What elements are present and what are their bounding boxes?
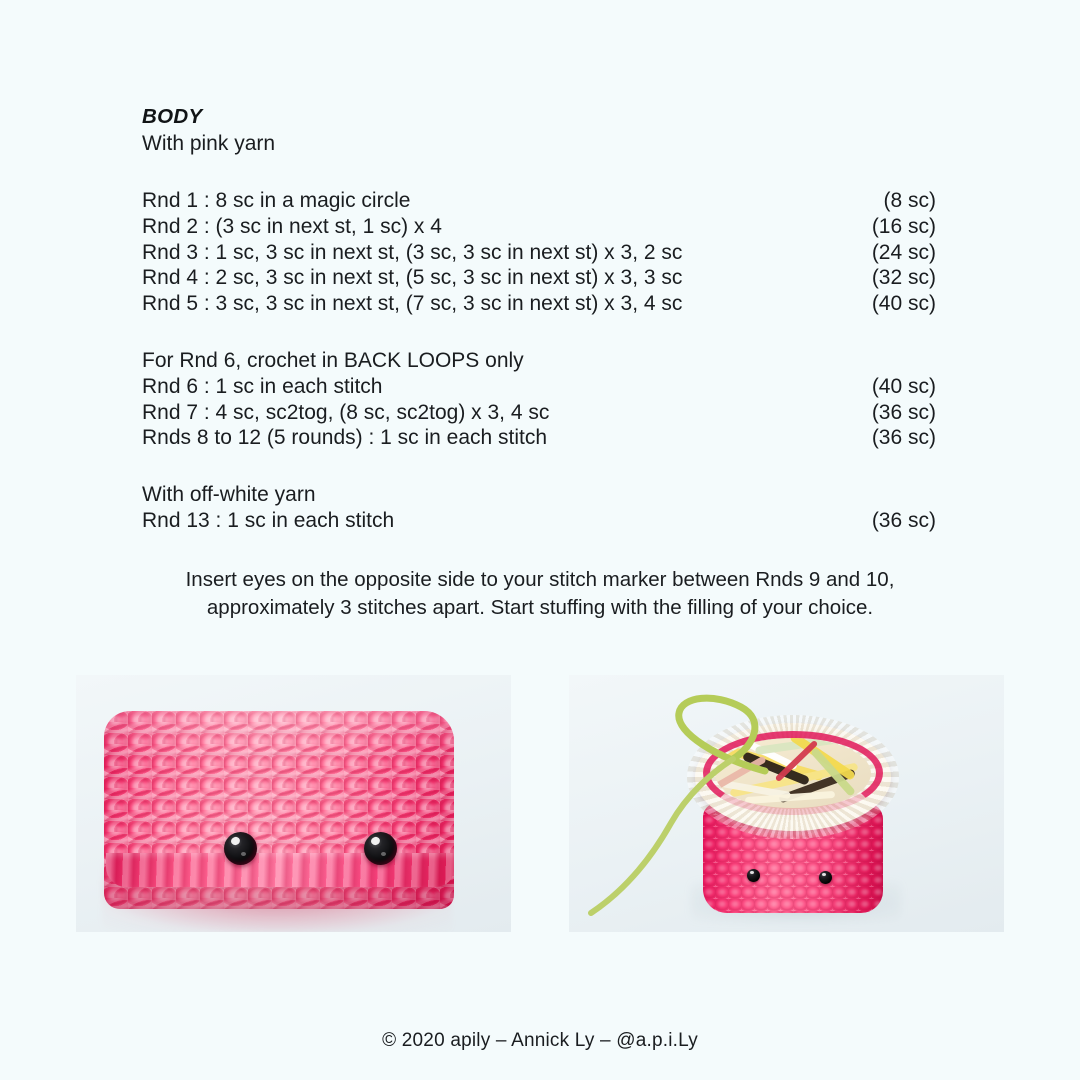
- ridge-texture: [106, 853, 454, 887]
- stitch-count: (16 sc): [871, 214, 936, 238]
- rounds-block-1: [142, 188, 936, 317]
- stitch-count: (40 sc): [871, 374, 936, 398]
- stitch-count: (36 sc): [871, 400, 936, 424]
- round-instruction: Rnd 2 : (3 sc in next st, 1 sc) x 4: [142, 214, 442, 238]
- stitch-count: (36 sc): [871, 508, 936, 532]
- round-instruction: Rnd 7 : 4 sc, sc2tog, (8 sc, sc2tog) x 3, 4 sc: [142, 400, 550, 424]
- round-instruction: Rnds 8 to 12 (5 rounds) : 1 sc in each stitch: [142, 426, 548, 450]
- pattern-text-block: [142, 104, 936, 534]
- round-row: [142, 508, 936, 534]
- page-title: BODY: [142, 105, 203, 128]
- instruction-line-2: approximately 3 stitches apart. Start stuffing with the filling of your choice.: [206, 595, 874, 619]
- inner-pink-edge: [703, 731, 883, 815]
- photo-top-view: [569, 675, 1004, 932]
- stitch-count: (24 sc): [871, 240, 936, 264]
- instruction-line-1: Insert eyes on the opposite side to your stitch marker between Rnds 9 and 10,: [185, 568, 895, 591]
- photo-side-view: [76, 675, 511, 932]
- round-instruction: Rnd 13 : 1 sc in each stitch: [142, 508, 395, 532]
- safety-eye-right: [819, 871, 832, 884]
- round-instruction: Rnd 3 : 1 sc, 3 sc in next st, (3 sc, 3 sc in next st) x 3, 2 sc: [142, 240, 683, 264]
- round-instruction: Rnd 6 : 1 sc in each stitch: [142, 374, 383, 398]
- top-highlight: [104, 711, 454, 763]
- stitch-count: (32 sc): [871, 266, 936, 290]
- eye-placement-instruction: [120, 566, 960, 621]
- round-instruction: Rnd 1 : 8 sc in a magic circle: [142, 189, 411, 212]
- safety-eye-right: [364, 832, 397, 865]
- round-row: [142, 188, 936, 214]
- safety-eye-left: [747, 869, 760, 882]
- yarn-note-offwhite: With off-white yarn: [142, 483, 316, 507]
- stitch-count: (40 sc): [871, 292, 936, 316]
- footer-copyright: © 2020 apily – Annick Ly – @a.p.i.Ly: [382, 1030, 698, 1051]
- yarn-note-pink: With pink yarn: [142, 132, 276, 155]
- stitch-count: (8 sc): [883, 189, 936, 212]
- round-row: [142, 374, 936, 400]
- round-row: [142, 240, 936, 266]
- round-row: [142, 400, 936, 426]
- round-instruction: Rnd 4 : 2 sc, 3 sc in next st, (5 sc, 3 sc in next st) x 3, 3 sc: [142, 266, 683, 290]
- back-loops-note: For Rnd 6, crochet in BACK LOOPS only: [142, 348, 524, 372]
- round-row: [142, 425, 936, 451]
- rounds-block-3: [142, 482, 936, 534]
- safety-eye-left: [224, 832, 257, 865]
- round-row: [142, 214, 936, 240]
- round-row: [142, 265, 936, 291]
- rounds-block-2: [142, 348, 936, 451]
- round-instruction: Rnd 5 : 3 sc, 3 sc in next st, (7 sc, 3 sc in next st) x 3, 4 sc: [142, 292, 683, 316]
- bottom-ridge-row: [106, 853, 454, 887]
- round-row: [142, 291, 936, 317]
- stitch-count: (36 sc): [871, 426, 936, 450]
